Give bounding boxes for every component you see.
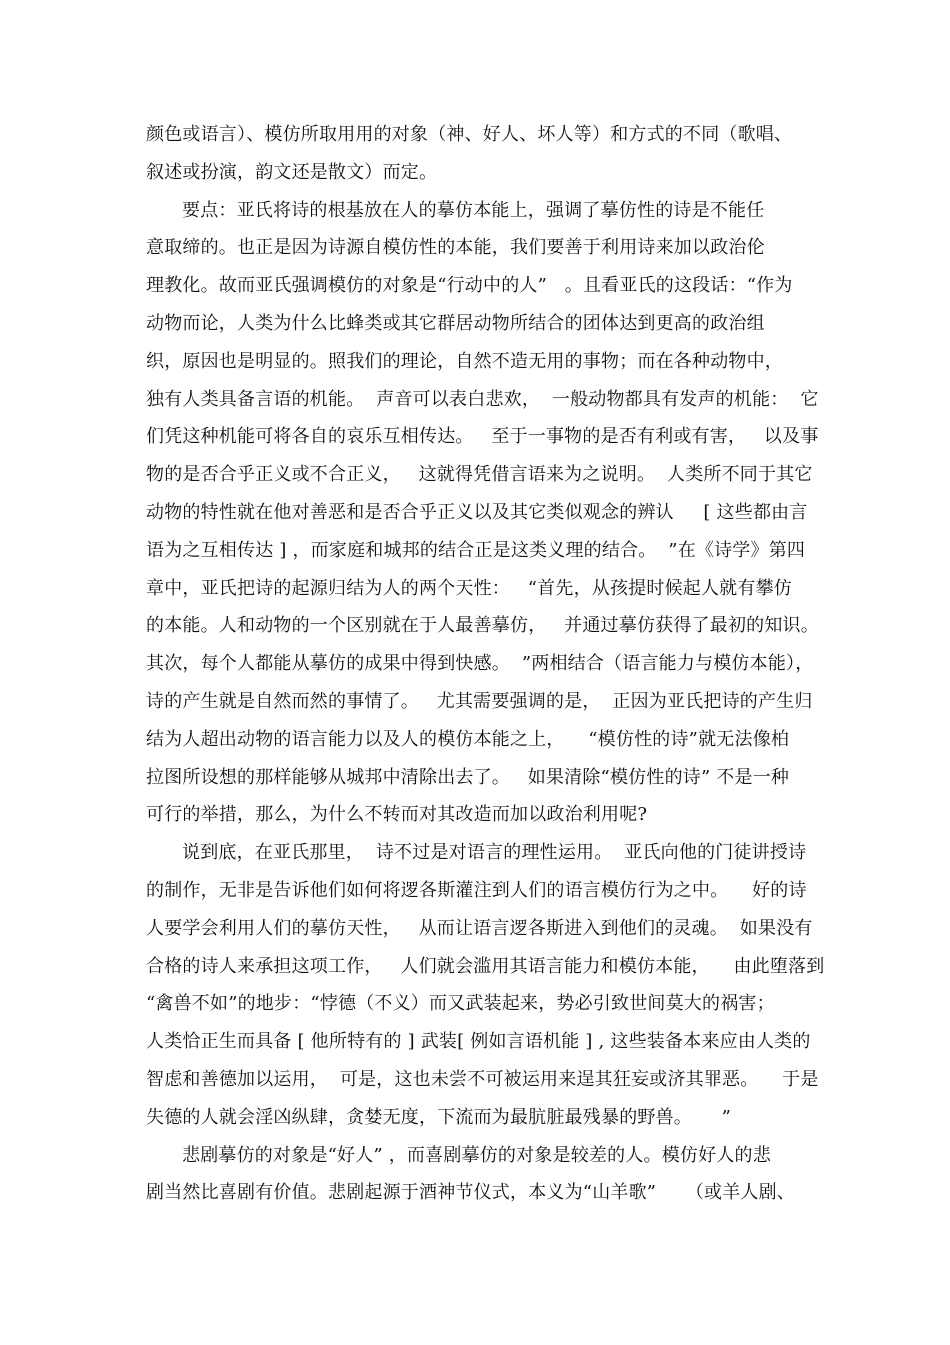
text-line: 悲剧摹仿的对象是“好人” ，而喜剧摹仿的对象是较差的人。模仿好人的悲 — [182, 1144, 771, 1166]
text-line: 说到底，在亚氏那里， 诗不过是对语言的理性运用。 亚氏向他的门徒讲授诗 — [182, 842, 807, 864]
text-line: “禽兽不如”的地步：“悖德（不义）而又武装起来，势必引致世间莫大的祸害； — [146, 993, 775, 1015]
text-line: 诗的产生就是自然而然的事情了。 尤其需要强调的是， 正因为亚氏把诗的产生归 — [146, 690, 813, 712]
text-line: 拉图所设想的那样能够从城邦中清除出去了。 如果清除“模仿性的诗” 不是一种 — [146, 766, 790, 788]
text-line: 结为人超出动物的语言能力以及人的模仿本能之上， “模仿性的诗”就无法像柏 — [146, 728, 790, 750]
text-line: 叙述或扮演，韵文还是散文）而定。 — [146, 161, 438, 183]
text-line: 颜色或语言）、模仿所取用用的对象（神、好人、坏人等）和方式的不同（歌唱、 — [146, 124, 793, 145]
text-line: 章中，亚氏把诗的起源归结为人的两个天性： “首先，从孩提时候起人就有攀仿 — [146, 577, 792, 599]
text-line: 独有人类具备言语的机能。 声音可以表白悲欢， 一般动物都具有发声的机能： 它 — [146, 388, 819, 410]
text-line: 动物的特性就在他对善恶和是否合乎正义以及其它类似观念的辨认 [ 这些都由言 — [146, 501, 808, 523]
text-line: 失德的人就会淫凶纵肆，贪婪无度，下流而为最肮脏最残暴的野兽。 ” — [146, 1106, 732, 1128]
text-line: 们凭这种机能可将各自的哀乐互相传达。 至于一事物的是否有利或有害， 以及事 — [146, 426, 819, 448]
text-line: 剧当然比喜剧有价值。悲剧起源于酒神节仪式，本义为“山羊歌” （或羊人剧、 — [146, 1182, 796, 1204]
text-line: 要点：亚氏将诗的根基放在人的摹仿本能上，强调了摹仿性的诗是不能任 — [182, 199, 765, 221]
text-line: 可行的举措，那么，为什么不转而对其改造而加以政治利用呢? — [146, 804, 648, 826]
text-line: 人类恰正生而具备 [ 他所特有的 ] 武装[ 例如言语机能 ] , 这些装备本来应由人类的 — [146, 1031, 811, 1053]
text-line: 智虑和善德加以运用， 可是，这也未尝不可被运用来逞其狂妄或济其罪恶。 于是 — [146, 1068, 819, 1090]
text-line: 的制作，无非是告诉他们如何将逻各斯灌注到人们的语言模仿行为之中。 好的诗 — [146, 879, 807, 901]
text-line: 意取缔的。也正是因为诗源自模仿性的本能，我们要善于利用诗来加以政治伦 — [146, 237, 765, 259]
text-line: 语为之互相传达 ] ，而家庭和城邦的结合正是这类义理的结合。 ”在《诗学》第四 — [146, 539, 806, 561]
text-line: 织，原因也是明显的。照我们的理论，自然不造无用的事物；而在各种动物中， — [146, 350, 783, 372]
body-text — [146, 116, 825, 1212]
text-line: 动物而论，人类为什么比蜂类或其它群居动物所结合的团体达到更高的政治组 — [146, 312, 765, 334]
text-line: 合格的诗人来承担这项工作， 人们就会滥用其语言能力和模仿本能， 由此堕落到 — [146, 955, 825, 977]
text-line: 的本能。人和动物的一个区别就在于人最善摹仿， 并通过摹仿获得了最初的知识。 — [146, 615, 819, 637]
text-line: 理教化。故而亚氏强调模仿的对象是“行动中的人” 。且看亚氏的这段话：“作为 — [146, 275, 793, 297]
text-line: 人要学会利用人们的摹仿天性， 从而让语言逻各斯进入到他们的灵魂。 如果没有 — [146, 917, 813, 939]
text-line: 物的是否合乎正义或不合正义， 这就得凭借言语来为之说明。 人类所不同于其它 — [146, 464, 813, 486]
text-line: 其次，每个人都能从摹仿的成果中得到快感。 ”两相结合（语言能力与模仿本能）， — [146, 653, 814, 675]
